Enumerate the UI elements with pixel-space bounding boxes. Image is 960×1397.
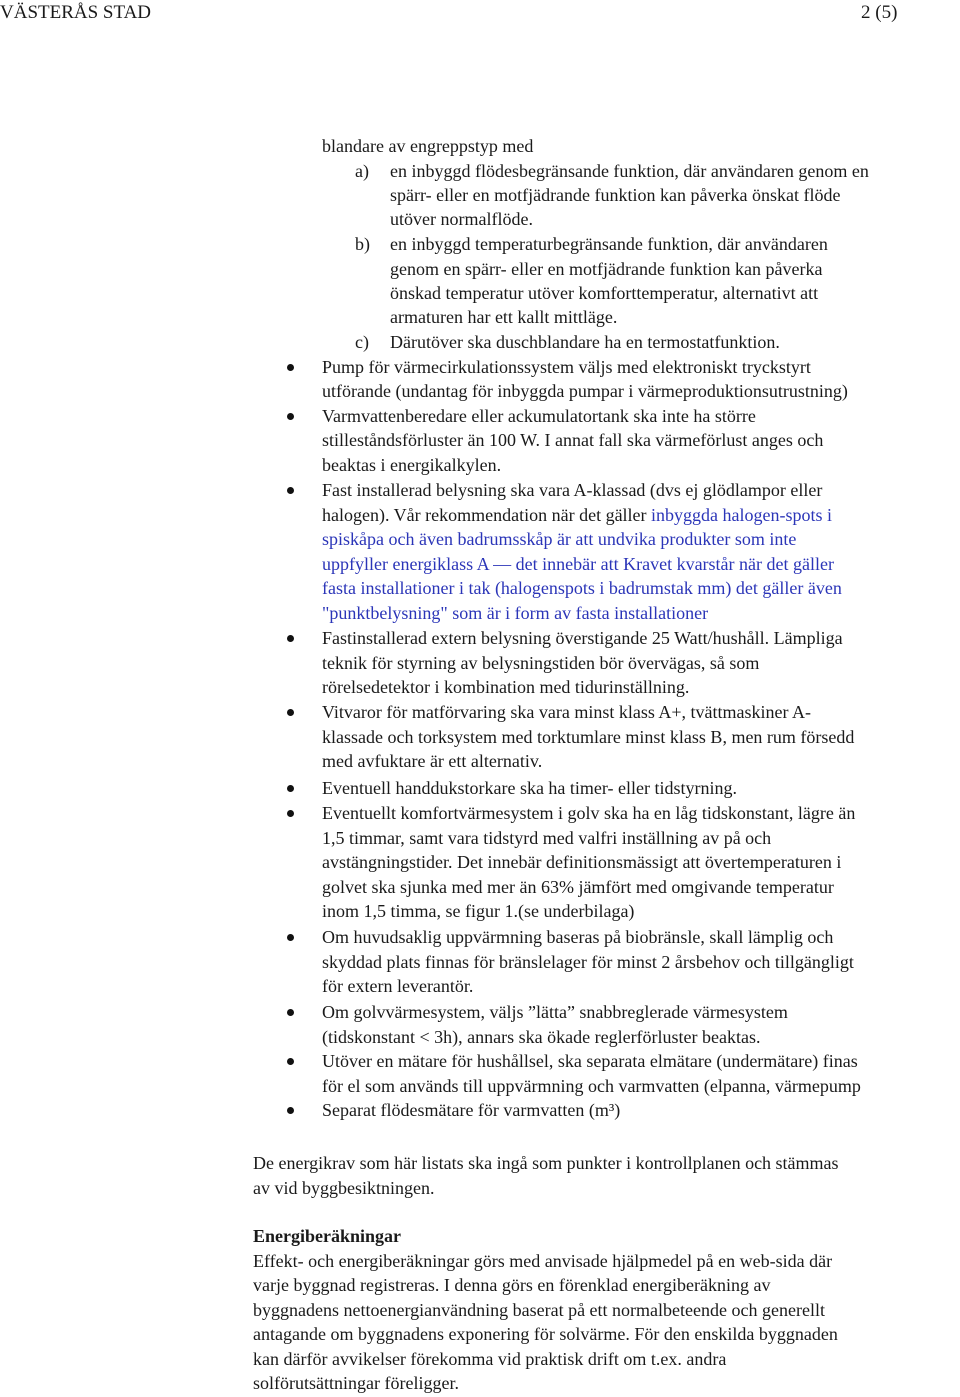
- bullet-line: (tidskonstant < 3h), annars ska ökade reglerförluster beaktas.: [322, 1027, 761, 1047]
- bullet-icon: [287, 1107, 294, 1114]
- bullet-line: för el som används till uppvärmning och varmvatten (elpanna, värmepump: [322, 1076, 861, 1096]
- bullet-line: Eventuellt komfortvärmesystem i golv ska ha en låg tidskonstant, lägre än: [322, 803, 856, 823]
- bullet-line: Om huvudsaklig uppvärmning baseras på biobränsle, skall lämplig och: [322, 927, 834, 947]
- bullet-line: beaktas i energikalkylen.: [322, 455, 502, 475]
- section-line: varje byggnad registreras. I denna görs en förenklad energiberäkning av: [253, 1275, 771, 1295]
- sublist-c-line: Därutöver ska duschblandare ha en termostatfunktion.: [390, 332, 780, 352]
- sublist-a-line: en inbyggd flödesbegränsande funktion, där användaren genom en: [390, 161, 869, 181]
- bullet-line: stilleståndsförluster än 100 W. I annat fall ska värmeförlust anges och: [322, 430, 824, 450]
- section-line: Effekt- och energiberäkningar görs med anvisade hjälpmedel på en web-sida där: [253, 1251, 833, 1271]
- blue-text-line: "punktbelysning" som är i form av fasta installationer: [322, 603, 709, 623]
- bullet-line: teknik för styrning av belysningstiden bör övervägas, så som: [322, 653, 760, 673]
- bullet-icon: [287, 635, 294, 642]
- bullet-icon: [287, 487, 294, 494]
- bullet-icon: [287, 785, 294, 792]
- bullet-line: Utöver en mätare för hushållsel, ska separata elmätare (undermätare) finas: [322, 1051, 858, 1071]
- sublist-b-line: en inbyggd temperaturbegränsande funktion, där användaren: [390, 234, 828, 254]
- bullet-icon: [287, 810, 294, 817]
- section-heading: Energiberäkningar: [253, 1226, 402, 1246]
- bullet-icon: [287, 1009, 294, 1016]
- bullet-icon: [287, 709, 294, 716]
- sublist-label-a: a): [355, 161, 369, 181]
- blue-text-line: fasta installationer i tak (halogenspots i badrumstak mm) det gäller även: [322, 578, 842, 598]
- bullet-line: Om golvvärmesystem, väljs ”lätta” snabbreglerade värmesystem: [322, 1002, 788, 1022]
- bullet-line: skyddad plats finnas för bränslelager för minst 2 årsbehov och tillgängligt: [322, 952, 854, 972]
- bullet-line: Eventuell handdukstorkare ska ha timer- eller tidstyrning.: [322, 778, 738, 798]
- bullet-icon: [287, 413, 294, 420]
- bullet-line: utförande (undantag för inbyggda pumpar i värmeproduktionsutrustning): [322, 381, 848, 401]
- bullet-line: med avfuktare är ett alternativ.: [322, 751, 543, 771]
- bullet-line: klassade och torksystem med torktumlare minst klass B, men rum försedd: [322, 727, 855, 747]
- bullet-icon: [287, 1058, 294, 1065]
- bullet-line: Separat flödesmätare för varmvatten (m³): [322, 1100, 621, 1120]
- bullet-line: [322, 503, 832, 527]
- bullet-line: Fastinstallerad extern belysning överstigande 25 Watt/hushåll. Lämpliga: [322, 628, 843, 648]
- bullet-icon: [287, 364, 294, 371]
- closing-line: av vid byggbesiktningen.: [253, 1178, 435, 1198]
- bullet-line: för extern leverantör.: [322, 976, 474, 996]
- bullet-line: golvet ska sjunka med mer än 63% jämfört med omgivande temperatur: [322, 877, 834, 897]
- sublist-a-line: utöver normalflöde.: [390, 209, 533, 229]
- sublist-b-line: genom en spärr- eller en motfjädrande funktion kan påverka: [390, 259, 823, 279]
- bullet-line: 1,5 timmar, samt vara tidstyrd med valfri inställning av på och: [322, 828, 772, 848]
- bullet-line: rörelsedetektor i kombination med tidurinställning.: [322, 677, 690, 697]
- bullet-line: Fast installerad belysning ska vara A-klassad (dvs ej glödlampor eller: [322, 480, 823, 500]
- bullet-line: Vitvaror för matförvaring ska vara minst klass A+, tvättmaskiner A-: [322, 702, 811, 722]
- bullet-line: avstängningstider. Det innebär definitionsmässigt att övertemperaturen i: [322, 852, 842, 872]
- section-line: kan därför avvikelser förekomma vid praktisk drift om t.ex. andra: [253, 1349, 727, 1369]
- intro-line: blandare av engreppstyp med: [322, 136, 534, 156]
- section-line: solförutsättningar föreligger.: [253, 1373, 459, 1393]
- header-page-number: 2 (5): [861, 2, 898, 23]
- bullet-icon: [287, 934, 294, 941]
- section-line: antagande om byggnadens exponering för solvärme. För den enskilda byggnaden: [253, 1324, 838, 1344]
- sublist-b-line: önskad temperatur utöver komforttemperatur, alternativt att: [390, 283, 819, 303]
- section-line: byggnadens nettoenergianvändning baserat på ett normalbeteende och generellt: [253, 1300, 825, 1320]
- blue-text-line: spiskåpa och även badrumsskåp är att undvika produkter som inte: [322, 529, 797, 549]
- blue-text-line: uppfyller energiklass A — det innebär att Kravet kvarstår när det gäller: [322, 554, 834, 574]
- header-org: VÄSTERÅS STAD: [0, 2, 152, 23]
- sublist-label-c: c): [355, 332, 369, 352]
- blue-text: inbyggda halogen-spots i: [651, 505, 833, 525]
- sublist-a-line: spärr- eller en motfjädrande funktion kan påverka önskat flöde: [390, 185, 841, 205]
- bullet-line: Pump för värmecirkulationssystem väljs med elektroniskt tryckstyrt: [322, 357, 811, 377]
- bullet-line: Varmvattenberedare eller ackumulatortank ska inte ha större: [322, 406, 756, 426]
- closing-line: De energikrav som här listats ska ingå som punkter i kontrollplanen och stämmas: [253, 1153, 839, 1173]
- sublist-b-line: armaturen har ett kallt mittläge.: [390, 307, 618, 327]
- bullet-line: inom 1,5 timma, se figur 1.(se underbilaga): [322, 901, 635, 921]
- sublist-label-b: b): [355, 234, 370, 254]
- bullet-text: halogen). Vår rekommendation när det gäller: [322, 505, 652, 525]
